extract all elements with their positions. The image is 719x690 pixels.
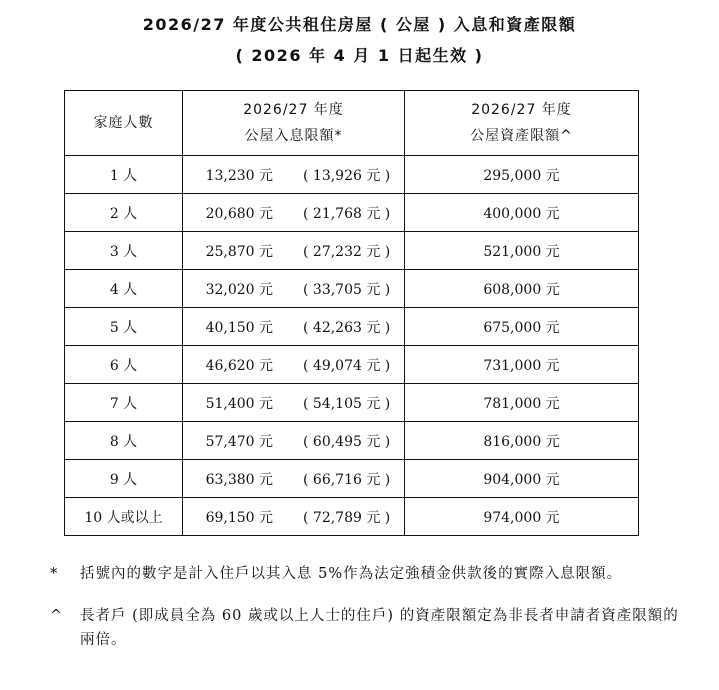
income-limit-cell [183,384,405,422]
household-size-cell: 6 人 [65,346,183,384]
asset-limit-value: 904,000 元 [483,471,560,488]
asset-limit-value: 521,000 元 [483,243,560,260]
household-size-cell: 5 人 [65,308,183,346]
net-income-limit-value: ( 27,232 元 ) [303,243,391,260]
household-size-cell: 7 人 [65,384,183,422]
table-row [65,194,639,232]
table-row [65,308,639,346]
table-row [65,498,639,536]
asset-header-year: 2026/27 年度 [471,102,572,118]
income-limit-header [183,91,405,156]
household-size-cell: 4 人 [65,270,183,308]
asset-header-label: 公屋資產限額^ [470,128,573,144]
asset-limit-header [405,91,639,156]
net-income-limit-value: ( 42,263 元 ) [303,319,391,336]
household-size-cell: 8 人 [65,422,183,460]
asset-limit-value: 295,000 元 [483,167,560,184]
income-asset-limits-table [64,90,639,536]
asset-limit-value: 608,000 元 [483,281,560,298]
asset-limit-cell [405,156,639,194]
table-row [65,346,639,384]
income-limit-cell [183,346,405,384]
asset-limit-cell [405,270,639,308]
income-limit-cell [183,308,405,346]
asset-limit-cell [405,232,639,270]
asset-limit-value: 781,000 元 [483,395,560,412]
asset-limit-cell [405,194,639,232]
asset-limit-value: 400,000 元 [483,205,560,222]
asset-limit-cell [405,460,639,498]
document-title: 2026/27 年度公共租住房屋 ( 公屋 ) 入息和資產限額 [142,15,577,34]
income-limit-cell [183,156,405,194]
asset-limit-cell [405,384,639,422]
income-limit-value: 46,620 元 [205,357,273,374]
asset-limit-value: 675,000 元 [483,319,560,336]
household-size-cell: 9 人 [65,460,183,498]
household-size-cell: 1 人 [65,156,183,194]
footnote-mark: ^ [50,608,64,624]
income-header-label: 公屋入息限額* [244,128,343,144]
asset-limit-cell [405,308,639,346]
table-row [65,384,639,422]
income-limit-value: 69,150 元 [205,509,273,526]
asset-limit-cell [405,422,639,460]
asset-limit-cell [405,346,639,384]
asset-limit-cell [405,498,639,536]
net-income-limit-value: ( 13,926 元 ) [303,167,391,184]
income-limit-value: 32,020 元 [205,281,273,298]
table-row [65,422,639,460]
household-size-header: 家庭人數 [65,91,183,156]
footnote-asset [50,604,680,652]
net-income-limit-value: ( 54,105 元 ) [303,395,391,412]
income-limit-cell [183,270,405,308]
net-income-limit-value: ( 72,789 元 ) [303,509,391,526]
footnote-text: 括號內的數字是計入住戶以其入息 5%作為法定強積金供款後的實際入息限額。 [80,566,623,582]
income-limit-value: 40,150 元 [205,319,273,336]
table-row [65,232,639,270]
table-row [65,460,639,498]
table-row [65,156,639,194]
effective-date-subtitle: ( 2026 年 4 月 1 日起生效 ) [235,46,484,65]
income-limit-value: 57,470 元 [205,433,273,450]
table-row [65,270,639,308]
table-body [65,156,639,536]
asset-limit-value: 731,000 元 [483,357,560,374]
footnote-text: 長者戶 (即成員全為 60 歲或以上人士的住戶) 的資產限額定為非長者申請者資產限額的兩倍。 [80,608,679,648]
household-size-cell: 10 人或以上 [65,498,183,536]
household-size-cell: 2 人 [65,194,183,232]
net-income-limit-value: ( 66,716 元 ) [303,471,391,488]
income-limit-cell [183,498,405,536]
income-limit-cell [183,232,405,270]
footnote-mark: * [50,566,59,582]
income-limit-value: 51,400 元 [205,395,273,412]
income-limit-cell [183,460,405,498]
net-income-limit-value: ( 60,495 元 ) [303,433,391,450]
footnotes [50,562,680,670]
income-limit-value: 13,230 元 [205,167,273,184]
net-income-limit-value: ( 49,074 元 ) [303,357,391,374]
net-income-limit-value: ( 21,768 元 ) [303,205,391,222]
income-limit-value: 25,870 元 [205,243,273,260]
income-limit-cell [183,194,405,232]
income-limit-cell [183,422,405,460]
net-income-limit-value: ( 33,705 元 ) [303,281,391,298]
asset-limit-value: 974,000 元 [483,509,560,526]
income-header-year: 2026/27 年度 [243,102,344,118]
income-limit-value: 20,680 元 [205,205,273,222]
asset-limit-value: 816,000 元 [483,433,560,450]
household-size-cell: 3 人 [65,232,183,270]
footnote-income [50,562,680,586]
income-limit-value: 63,380 元 [205,471,273,488]
table-header-row [65,91,639,156]
